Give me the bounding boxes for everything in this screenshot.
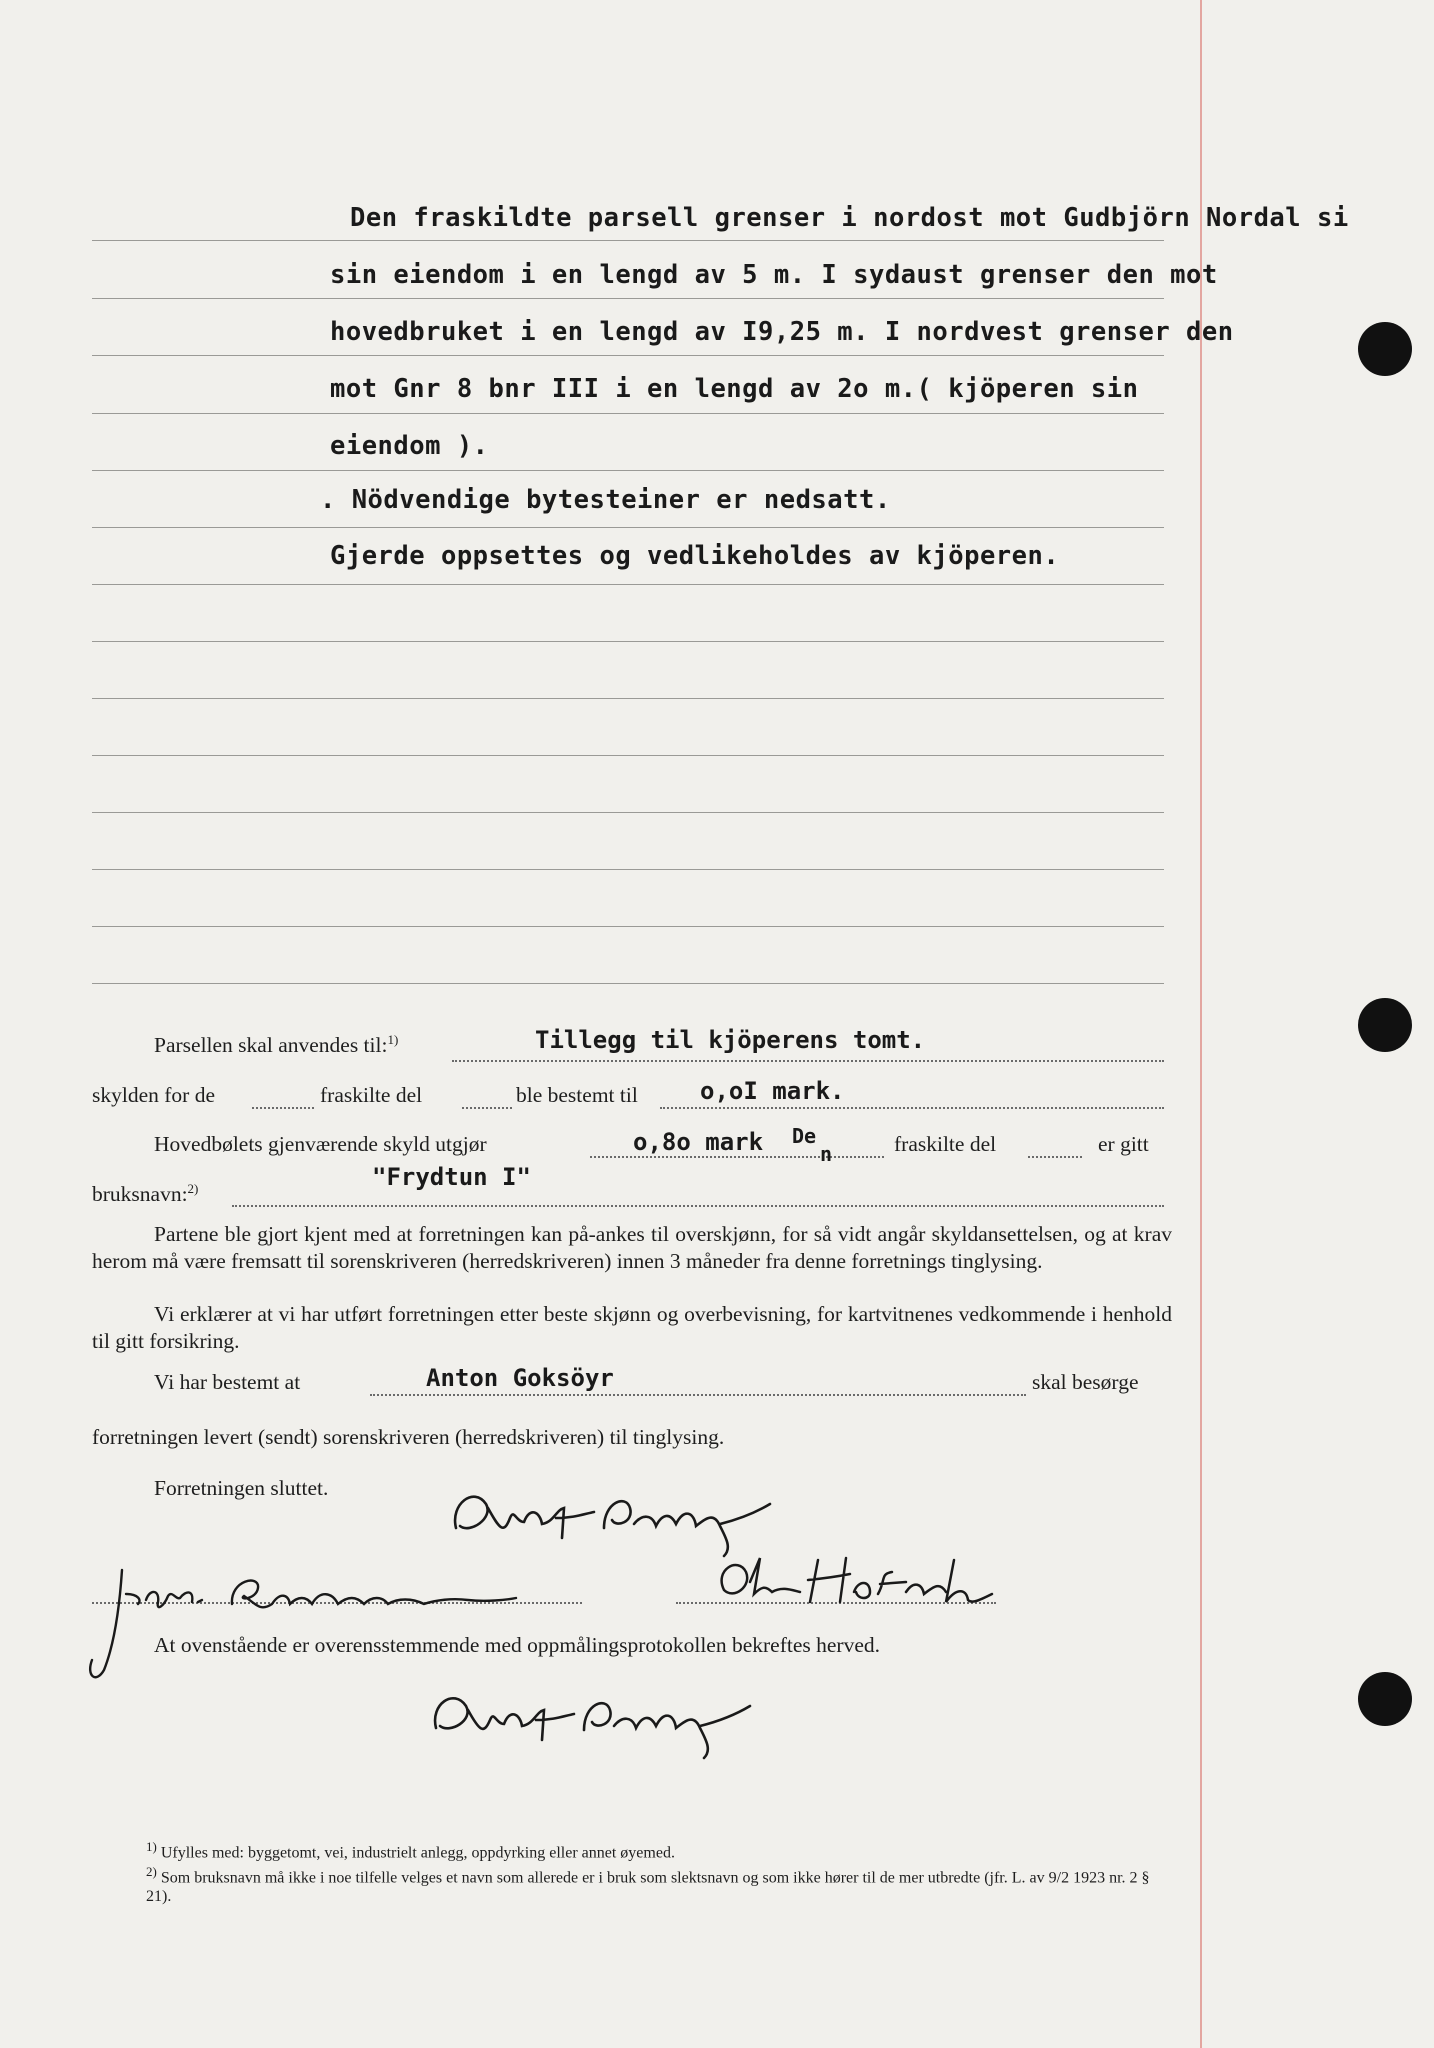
form-rule: [92, 413, 1164, 414]
hoved-label-2: fraskilte del: [894, 1132, 997, 1156]
hoved-dotted-2: [1028, 1156, 1082, 1158]
hoved-den: De: [792, 1124, 817, 1148]
bruksnavn-label: bruksnavn:$^{2)}$: [92, 1181, 199, 1207]
form-rule: [92, 584, 1164, 585]
form-rule: [92, 926, 1164, 927]
bestemt-value: Anton Goksöyr: [426, 1364, 614, 1392]
typed-line: hovedbruket i en lengd av I9,25 m. I nordvest grenser den: [330, 317, 1234, 347]
signature-anton-goksoyr-2: [424, 1682, 764, 1767]
skylden-label-1: skylden for de: [92, 1083, 215, 1107]
bestemt-dotted-line: [370, 1394, 1026, 1396]
skylden-dotted-3: [660, 1107, 1164, 1109]
ovenstaaende-text: At ovenstående er overensstemmende med oppmålingsprotokollen bekreftes herved.: [154, 1633, 880, 1657]
typed-line: Den fraskildte parsell grenser i nordost mot Gudbjörn Nordal si: [350, 203, 1349, 233]
form-rule: [92, 641, 1164, 642]
bestemt-label: Vi har bestemt at: [154, 1370, 301, 1394]
skylden-value: o,oI mark.: [700, 1077, 845, 1105]
bruksnavn-value: "Frydtun I": [372, 1163, 531, 1191]
typed-line: eiendom ).: [330, 431, 489, 461]
anvendes-value: Tillegg til kjöperens tomt.: [535, 1026, 926, 1054]
form-rule: [92, 355, 1164, 356]
form-rule: [92, 470, 1164, 471]
typed-line: sin eiendom i en lengd av 5 m. I sydaust grenser den mot: [330, 260, 1218, 290]
footnote-1: $^{1)}$ Ufylles med: byggetomt, vei, industrielt anlegg, oppdyrking eller annet øyemed.: [146, 1839, 675, 1862]
punch-hole-middle: [1358, 998, 1412, 1052]
levert-text: forretningen levert (sendt) sorenskriveren (herredskriveren) til tinglysing.: [92, 1425, 725, 1449]
skylden-label-3: ble bestemt til: [516, 1083, 638, 1107]
hoved-dotted-1: [590, 1156, 884, 1158]
hoved-label-3: er gitt: [1098, 1132, 1149, 1156]
hoved-value: o,8o mark: [633, 1128, 764, 1156]
bruksnavn-dotted-line: [232, 1205, 1164, 1207]
typed-line: mot Gnr 8 bnr III i en lengd av 2o m.( kjöperen sin: [330, 374, 1139, 404]
skylden-dotted-1: [252, 1107, 314, 1109]
hoved-den-n: n: [820, 1142, 833, 1166]
erklaerer-paragraph: Vi erklærer at vi har utført forretningen etter beste skjønn og overbevisning, for kartvitnenes vedkommende i henhold til gitt forsikring.: [92, 1302, 1172, 1353]
besorge-label: skal besørge: [1032, 1370, 1139, 1394]
sluttet-text: Forretningen sluttet.: [154, 1476, 329, 1500]
form-rule: [92, 983, 1164, 984]
form-rule: [92, 755, 1164, 756]
anvendes-dotted-line: [452, 1060, 1164, 1062]
signature-ole-hofseth: [710, 1550, 1010, 1625]
footnotes: [146, 1838, 1176, 1906]
typed-line: Gjerde oppsettes og vedlikeholdes av kjöperen.: [330, 541, 1060, 571]
footnote-2: $^{2)}$ Som bruksnavn må ikke i noe tilfelle velges et navn som allerede er i bruk som slektsnavn og som ikke hører til de mer utbredte (jfr. L. av 9/2 1923 nr. 2 § 21).: [146, 1863, 1150, 1905]
form-rule: [92, 298, 1164, 299]
punch-hole-bottom: [1358, 1672, 1412, 1726]
form-rule: [92, 812, 1164, 813]
skylden-dotted-2: [462, 1107, 512, 1109]
skylden-label-2: fraskilte del: [320, 1083, 423, 1107]
form-rule: [92, 527, 1164, 528]
form-rule: [92, 869, 1164, 870]
partene-paragraph: Partene ble gjort kjent med at forretningen kan på-ankes til overskjønn, for så vidt angår skyldansettelsen, og at krav herom må være fremsatt til sorenskriveren (herredskriveren) innen 3 måneder fra denne forretnings tinglysing.: [92, 1222, 1172, 1273]
punch-hole-top: [1358, 322, 1412, 376]
form-rule: [92, 698, 1164, 699]
typed-line: . Nödvendige bytesteiner er nedsatt.: [320, 485, 891, 515]
anvendes-label: Parsellen skal anvendes til:$^{1)}$: [154, 1032, 399, 1058]
signature-john-rasmussen: [76, 1560, 536, 1695]
red-margin-line: [1200, 0, 1202, 2048]
hoved-label-1: Hovedbølets gjenværende skyld utgjør: [154, 1132, 487, 1156]
form-rule: [92, 240, 1164, 241]
